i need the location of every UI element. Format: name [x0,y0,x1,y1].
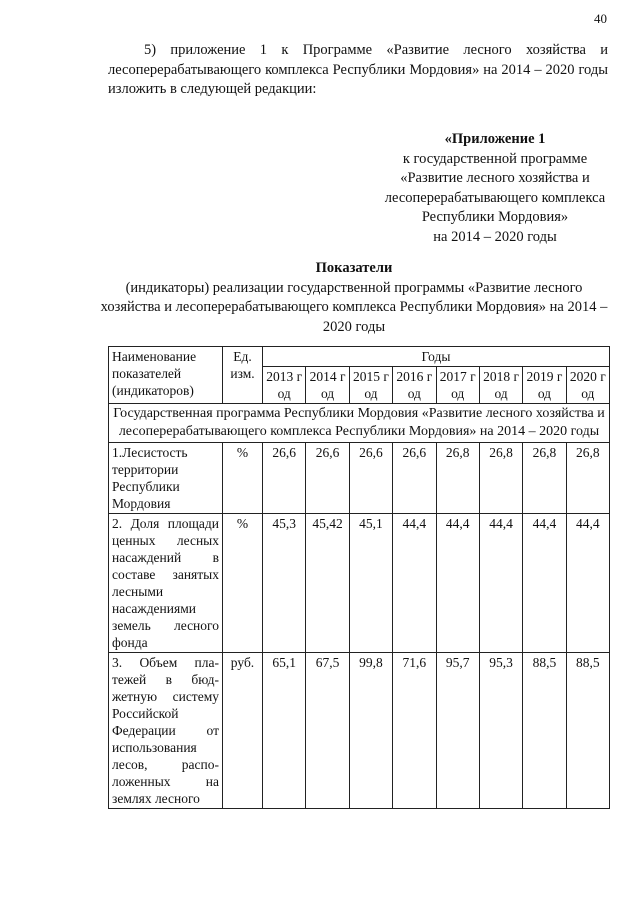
value-cell: 26,8 [479,443,522,514]
value-cell: 67,5 [306,653,349,809]
value-cell: 44,4 [436,514,479,653]
value-cell: 44,4 [523,514,566,653]
appendix-line-1: к государственной программе [402,150,588,167]
value-cell: 26,6 [263,443,306,514]
indicator-name: 1.Лесистость территории Республики Мордовия [109,443,223,514]
indicators-title-block [100,259,608,337]
value-cell: 45,42 [306,514,349,653]
year-cell: 2015 год [349,367,392,404]
year-cell: 2019 год [523,367,566,404]
indicators-subtitle: (индикаторы) реализации государственной программы «Развитие лесного хозяйства и лесоперерабатывающего комплекса Республики Мордовия» на 2014 – 2020 годы [100,279,608,335]
value-cell: 88,5 [566,653,609,809]
year-cell: 2020 год [566,367,609,404]
year-cell: 2014 год [306,367,349,404]
value-cell: 44,4 [479,514,522,653]
year-cell: 2017 год [436,367,479,404]
value-cell: 44,4 [393,514,436,653]
header-name: Наименование показателей (индикаторов) [109,347,223,404]
intro-paragraph [108,41,608,100]
value-cell: 65,1 [263,653,306,809]
indicator-name: 2. Доля площади ценных лесных насаждений в составе занятых лесными насаждениями земель лесного фонда [109,514,223,653]
indicator-name: 3. Объем пла-тежей в бюд-жетную систему Российской Федерации от использования лесов, распо-ложенных на землях лесного [109,653,223,809]
appendix-block [360,130,630,247]
value-cell: 99,8 [349,653,392,809]
indicator-unit: % [223,443,263,514]
appendix-line-3: лесоперерабатывающего комплекса [384,189,606,206]
appendix-title: «Приложение 1 [444,131,546,147]
table-row [109,653,610,809]
table-row [109,443,610,514]
value-cell: 26,6 [393,443,436,514]
header-years: Годы [263,347,610,367]
header-unit: Ед. изм. [223,347,263,404]
value-cell: 88,5 [523,653,566,809]
value-cell: 26,8 [436,443,479,514]
value-cell: 45,3 [263,514,306,653]
year-cell: 2016 год [393,367,436,404]
appendix-line-4: Республики Мордовия» [421,209,569,225]
year-cell: 2013 год [263,367,306,404]
appendix-line-2: «Развитие лесного хозяйства и [400,170,590,186]
indicators-heading: Показатели [315,260,393,276]
value-cell: 71,6 [393,653,436,809]
value-cell: 26,6 [306,443,349,514]
table-row [109,514,610,653]
value-cell: 26,8 [523,443,566,514]
appendix-line-5: на 2014 – 2020 годы [433,228,557,245]
section-row [109,404,610,443]
indicator-unit: руб. [223,653,263,809]
value-cell: 95,3 [479,653,522,809]
indicators-table [108,346,610,809]
indicator-unit: % [223,514,263,653]
value-cell: 45,1 [349,514,392,653]
value-cell: 95,7 [436,653,479,809]
value-cell: 26,6 [349,443,392,514]
section-title: Государственная программа Республики Мордовия «Развитие лесного хозяйства и лесоперерабатывающего комплекса Республики Мордовия» на 2014 – 2020 годы [109,404,610,443]
year-cell: 2018 год [479,367,522,404]
value-cell: 26,8 [566,443,609,514]
value-cell: 44,4 [566,514,609,653]
page-number: 40 [594,11,607,26]
intro-text: 5) приложение 1 к Программе «Развитие лесного хозяйства и лесоперерабатывающего комплекса Республики Мордовия» на 2014 – 2020 годы изложить в следующей редакции: [108,42,608,97]
table-header-row [109,347,610,367]
